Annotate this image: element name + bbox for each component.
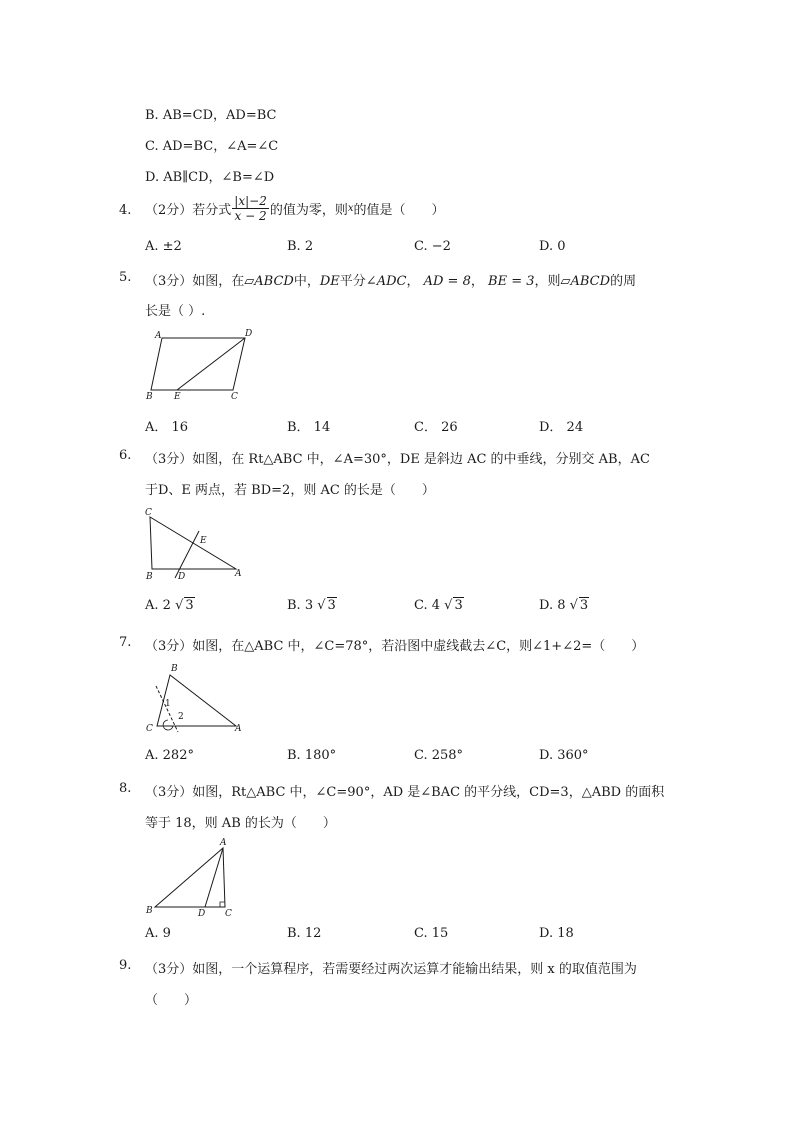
q6-option-d: D. 8 √ 3 <box>539 598 589 613</box>
label-a: A <box>220 838 227 848</box>
q6-number: 6. <box>119 448 132 463</box>
q6-option-d-radicand: 3 <box>579 598 589 613</box>
q5-text-d: ， <box>406 274 420 289</box>
q4-stem <box>145 194 445 223</box>
label-b: B <box>146 906 153 916</box>
q5-option-a: A． 16 <box>145 420 189 435</box>
label-e: E <box>174 392 181 402</box>
q5-line1 <box>145 270 636 289</box>
q3-option-b: B. AB=CD，AD=BC <box>145 108 277 123</box>
q8-line2: 等于 18，则 AB 的长为（ ） <box>145 816 336 831</box>
q4-frac-numerator: |x|−2 <box>234 194 267 208</box>
q6-option-a-radicand: 3 <box>185 598 194 613</box>
q5-text-b: 中， <box>293 274 320 289</box>
q7-option-b: B. 180° <box>287 748 337 763</box>
q5-be: BE = 3 <box>488 274 535 289</box>
q5-ad: AD = 8 <box>423 274 471 289</box>
q6-option-c: C. 4 √ 3 <box>414 598 463 613</box>
q6-figure-triangle <box>140 503 250 583</box>
q4-option-a: A. ±2 <box>145 239 182 254</box>
q5-line2: 长是（ ）. <box>145 304 206 319</box>
label-a: A <box>235 724 242 734</box>
q8-option-b: B. 12 <box>287 926 322 941</box>
q5-figure-parallelogram <box>140 325 270 403</box>
q5-text-e: ，则▱ <box>534 274 571 289</box>
q4-option-b: B. 2 <box>287 239 314 254</box>
q5-adc: ADC <box>376 274 407 289</box>
q4-score: （2分）若分式 <box>145 203 232 218</box>
q8-option-c: C. 15 <box>414 926 449 941</box>
q8-option-a: A. 9 <box>145 926 171 941</box>
segment-de <box>175 531 199 578</box>
q9-line1: （3分）如图，一个运算程序，若需要经过两次运算才能输出结果，则 x 的取值范围为 <box>145 962 637 977</box>
q9-line2: （ ） <box>145 993 198 1008</box>
q5-option-b: B． 14 <box>287 420 331 435</box>
angle-2-arc <box>163 720 173 730</box>
parallelogram-abcd <box>151 338 245 390</box>
q6-option-a: A. 2 √ 3 <box>145 598 194 613</box>
label-a: A <box>155 331 162 341</box>
q5-text-f: 的周 <box>610 274 637 289</box>
q7-option-a: A. 282° <box>145 748 194 763</box>
label-c: C <box>145 508 152 518</box>
q4-option-d: D. 0 <box>539 239 566 254</box>
label-d: D <box>245 329 253 339</box>
q6-option-b-prefix: B. 3 <box>287 598 314 613</box>
segment-ad <box>205 848 223 907</box>
label-d: D <box>198 909 206 919</box>
q7-option-d: D. 360° <box>539 748 589 763</box>
right-angle-mark <box>220 902 225 907</box>
q5-text-a: （3分）如图，在▱ <box>145 274 255 289</box>
label-d: D <box>178 572 186 582</box>
q7-figure-triangle <box>140 660 250 735</box>
label-e: E <box>200 536 207 546</box>
q6-line2: 于D、E 两点，若 BD=2，则 AC 的长是（ ） <box>145 483 435 498</box>
q5-abcd: ABCD <box>254 274 294 289</box>
label-c: C <box>225 909 232 919</box>
label-angle-2: 2 <box>178 712 184 722</box>
q3-option-c: C. AD=BC，∠A=∠C <box>145 139 279 154</box>
label-angle-1: 1 <box>165 699 171 709</box>
label-c: C <box>231 392 238 402</box>
q8-line1: （3分）如图，Rt△ABC 中，∠C=90°，AD 是∠BAC 的平分线，CD=3，△ABD 的面积 <box>145 785 665 800</box>
q6-option-b: B. 3 √ 3 <box>287 598 336 613</box>
q9-number: 9. <box>119 958 132 973</box>
q5-text-c: 平分∠ <box>339 274 377 289</box>
q5-abcd2: ABCD <box>570 274 611 289</box>
label-b: B <box>146 572 153 582</box>
q4-var: x <box>347 203 354 214</box>
q4-tail2: 的值是（ ） <box>353 203 445 218</box>
q6-option-b-radicand: 3 <box>327 598 336 613</box>
q7-number: 7. <box>119 635 132 650</box>
q4-option-c: C. −2 <box>414 239 451 254</box>
q3-option-d: D. AB∥CD，∠B=∠D <box>145 170 275 185</box>
q5-option-d: D． 24 <box>539 420 584 435</box>
q6-option-c-radicand: 3 <box>454 598 463 613</box>
q5-de: DE <box>319 274 340 289</box>
q8-option-d: D. 18 <box>539 926 574 941</box>
q4-tail: 的值为零，则 <box>269 203 348 218</box>
q5-comma: ， <box>470 274 484 289</box>
cut-dashed-line <box>156 686 178 732</box>
q8-figure-triangle <box>140 835 250 920</box>
q8-number: 8. <box>119 781 132 796</box>
label-b: B <box>146 392 153 402</box>
q7-line1: （3分）如图，在△ABC 中，∠C=78°，若沿图中虚线截去∠C，则∠1+∠2=（ ） <box>145 639 645 654</box>
q7-option-c: C. 258° <box>414 748 464 763</box>
q6-option-c-prefix: C. 4 <box>414 598 441 613</box>
q6-option-a-prefix: A. 2 <box>145 598 171 613</box>
q4-fraction <box>232 194 269 223</box>
q6-line1: （3分）如图，在 Rt△ABC 中，∠A=30°，DE 是斜边 AC 的中垂线，分别交 AB，AC <box>145 452 650 467</box>
q6-option-d-prefix: D. 8 <box>539 598 566 613</box>
label-a: A <box>235 569 242 579</box>
q4-number: 4. <box>119 203 132 218</box>
q5-option-c: C． 26 <box>414 420 458 435</box>
q4-frac-denominator: x − 2 <box>234 209 267 223</box>
q5-number: 5. <box>119 270 132 285</box>
label-b: B <box>171 664 178 674</box>
label-c: C <box>146 724 153 734</box>
